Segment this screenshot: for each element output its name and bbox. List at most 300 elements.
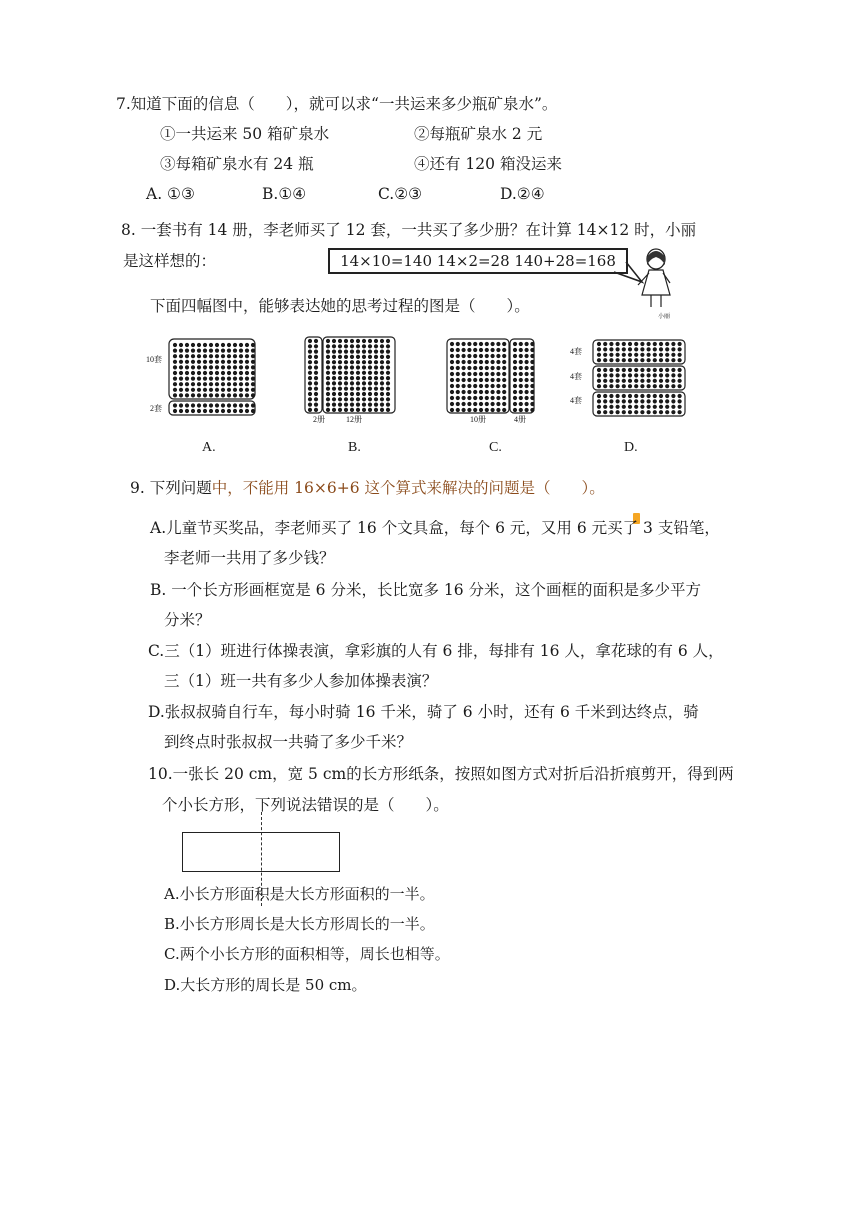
book-dot	[653, 373, 657, 377]
book-dot	[233, 365, 237, 369]
book-dot	[671, 353, 675, 357]
book-dot	[350, 365, 354, 369]
book-dot	[191, 371, 195, 375]
q9-stem-highlight: 中，不能用 16×6+6 这个算式来解决的问题是（ ）。	[211, 479, 605, 497]
book-dot	[362, 403, 366, 407]
book-dot	[356, 365, 360, 369]
book-dot	[479, 354, 483, 358]
book-dot	[185, 382, 189, 386]
book-dot	[227, 382, 231, 386]
book-dot	[197, 388, 201, 392]
book-dot	[233, 371, 237, 375]
book-dot	[628, 379, 632, 383]
book-dot	[386, 355, 390, 359]
book-dot	[179, 371, 183, 375]
book-dot	[380, 376, 384, 380]
book-dot	[368, 387, 372, 391]
book-dot	[450, 408, 454, 412]
book-dot	[502, 360, 506, 364]
book-dot	[173, 343, 177, 347]
book-dot	[519, 390, 523, 394]
book-dot	[203, 393, 207, 397]
book-dot	[634, 410, 638, 414]
book-dot	[356, 371, 360, 375]
book-dot	[671, 405, 675, 409]
q9-option-a-line1: A.儿童节买奖品，李老师买了 16 个文具盒，每个 6 元，又用 6 元买了 3 支铅笔，	[150, 519, 720, 537]
book-dot	[450, 348, 454, 352]
book-dot	[338, 387, 342, 391]
book-dot	[513, 384, 517, 388]
group-outline	[305, 337, 322, 413]
book-dot	[491, 396, 495, 400]
book-dot	[368, 339, 372, 343]
book-dot	[191, 365, 195, 369]
book-dot	[640, 379, 644, 383]
book-dot	[665, 379, 669, 383]
book-dot	[386, 381, 390, 385]
book-dot	[221, 388, 225, 392]
book-dot	[221, 377, 225, 381]
book-dot	[479, 390, 483, 394]
book-dot	[597, 384, 601, 388]
book-dot	[462, 354, 466, 358]
book-dot	[491, 366, 495, 370]
book-dot	[221, 382, 225, 386]
book-dot	[640, 399, 644, 403]
book-dot	[350, 403, 354, 407]
book-dot	[491, 402, 495, 406]
book-dot	[530, 378, 534, 382]
book-dot	[344, 397, 348, 401]
book-dot	[609, 353, 613, 357]
book-dot	[456, 390, 460, 394]
book-dot	[308, 408, 312, 412]
book-dot	[530, 390, 534, 394]
book-dot	[616, 347, 620, 351]
book-dot	[197, 403, 201, 407]
book-dot	[362, 392, 366, 396]
book-dot	[338, 344, 342, 348]
book-dot	[251, 354, 255, 358]
book-dot	[496, 396, 500, 400]
q8-option-c: C.	[489, 440, 502, 455]
speech-bubble: 14×10=140 14×2=28 140+28=168	[328, 248, 628, 274]
book-dot	[197, 343, 201, 347]
book-dot	[314, 392, 318, 396]
book-dot	[374, 381, 378, 385]
book-dot	[616, 342, 620, 346]
book-dot	[473, 354, 477, 358]
book-dot	[185, 343, 189, 347]
book-dot	[502, 366, 506, 370]
book-dot	[456, 366, 460, 370]
book-dot	[616, 410, 620, 414]
book-dot	[628, 405, 632, 409]
book-dot	[227, 371, 231, 375]
book-dot	[597, 342, 601, 346]
book-dot	[653, 358, 657, 362]
book-dot	[344, 371, 348, 375]
book-dot	[326, 360, 330, 364]
book-dot	[215, 360, 219, 364]
book-dot	[344, 387, 348, 391]
book-dot	[603, 399, 607, 403]
book-dot	[308, 360, 312, 364]
book-dot	[338, 403, 342, 407]
book-dot	[251, 371, 255, 375]
book-dot	[215, 354, 219, 358]
book-dot	[227, 354, 231, 358]
book-dot	[308, 381, 312, 385]
book-dot	[344, 392, 348, 396]
book-dot	[350, 397, 354, 401]
book-dot	[185, 388, 189, 392]
book-dot	[622, 410, 626, 414]
q7-option-b: B.①④	[262, 185, 307, 203]
book-dot	[665, 342, 669, 346]
book-dot	[326, 339, 330, 343]
book-dot	[203, 349, 207, 353]
book-dot	[678, 353, 682, 357]
book-dot	[374, 403, 378, 407]
book-dot	[628, 384, 632, 388]
book-dot	[368, 360, 372, 364]
book-dot	[678, 384, 682, 388]
book-dot	[374, 387, 378, 391]
book-dot	[622, 342, 626, 346]
book-dot	[496, 402, 500, 406]
book-dot	[462, 384, 466, 388]
book-dot	[640, 347, 644, 351]
q8-stem-line2: 是这样想的：	[123, 252, 217, 270]
book-dot	[456, 372, 460, 376]
book-dot	[380, 339, 384, 343]
book-dot	[597, 379, 601, 383]
book-dot	[197, 360, 201, 364]
book-dot	[678, 379, 682, 383]
book-dot	[239, 365, 243, 369]
book-dot	[173, 371, 177, 375]
book-dot	[519, 402, 523, 406]
book-dot	[634, 394, 638, 398]
book-dot	[326, 381, 330, 385]
book-dot	[622, 384, 626, 388]
book-dot	[251, 403, 255, 407]
book-dot	[215, 393, 219, 397]
book-dot	[245, 371, 249, 375]
figure-b	[304, 336, 396, 414]
book-dot	[634, 384, 638, 388]
book-dot	[502, 408, 506, 412]
book-dot	[308, 387, 312, 391]
book-dot	[597, 368, 601, 372]
q10-option-b: B.小长方形周长是大长方形周长的一半。	[164, 915, 435, 933]
q8-stem-line1: 8. 一套书有 14 册，李老师买了 12 套，一共买了多少册？在计算 14×12 时，小丽	[121, 221, 697, 239]
book-dot	[380, 365, 384, 369]
book-dot	[462, 408, 466, 412]
book-dot	[473, 348, 477, 352]
book-dot	[380, 397, 384, 401]
book-dot	[603, 373, 607, 377]
book-dot	[185, 349, 189, 353]
book-dot	[179, 382, 183, 386]
book-dot	[215, 377, 219, 381]
book-dot	[640, 394, 644, 398]
book-dot	[597, 358, 601, 362]
book-dot	[473, 402, 477, 406]
book-dot	[173, 354, 177, 358]
book-dot	[525, 354, 529, 358]
book-dot	[530, 396, 534, 400]
book-dot	[628, 358, 632, 362]
book-dot	[671, 379, 675, 383]
book-dot	[362, 381, 366, 385]
book-dot	[628, 410, 632, 414]
book-dot	[173, 388, 177, 392]
book-dot	[179, 403, 183, 407]
book-dot	[338, 360, 342, 364]
book-dot	[308, 376, 312, 380]
book-dot	[197, 371, 201, 375]
book-dot	[665, 358, 669, 362]
book-dot	[350, 408, 354, 412]
book-dot	[653, 347, 657, 351]
book-dot	[530, 408, 534, 412]
book-dot	[368, 408, 372, 412]
book-dot	[491, 408, 495, 412]
book-dot	[647, 399, 651, 403]
book-dot	[251, 388, 255, 392]
book-dot	[485, 360, 489, 364]
book-dot	[647, 405, 651, 409]
book-dot	[671, 399, 675, 403]
book-dot	[609, 342, 613, 346]
book-dot	[251, 343, 255, 347]
book-dot	[678, 405, 682, 409]
book-dot	[245, 409, 249, 413]
book-dot	[462, 390, 466, 394]
book-dot	[467, 366, 471, 370]
book-dot	[215, 409, 219, 413]
book-dot	[173, 403, 177, 407]
book-dot	[519, 378, 523, 382]
book-dot	[233, 388, 237, 392]
book-dot	[227, 409, 231, 413]
book-dot	[622, 368, 626, 372]
book-dot	[338, 355, 342, 359]
book-dot	[350, 381, 354, 385]
book-dot	[485, 354, 489, 358]
book-dot	[380, 371, 384, 375]
book-dot	[485, 396, 489, 400]
book-dot	[479, 348, 483, 352]
book-dot	[496, 378, 500, 382]
book-dot	[603, 394, 607, 398]
q8-stem-line3: 下面四幅图中，能够表达她的思考过程的图是（ ）。	[150, 297, 530, 315]
book-dot	[344, 350, 348, 354]
book-dot	[502, 342, 506, 346]
book-dot	[386, 365, 390, 369]
book-dot	[332, 371, 336, 375]
book-dot	[671, 384, 675, 388]
book-dot	[344, 381, 348, 385]
book-dot	[671, 373, 675, 377]
figure-d-label-2: 4套	[570, 372, 582, 381]
book-dot	[344, 376, 348, 380]
book-dot	[496, 354, 500, 358]
book-dot	[173, 393, 177, 397]
book-dot	[227, 360, 231, 364]
book-dot	[450, 384, 454, 388]
book-dot	[456, 408, 460, 412]
book-dot	[485, 342, 489, 346]
book-dot	[203, 354, 207, 358]
book-dot	[628, 373, 632, 377]
book-dot	[525, 396, 529, 400]
book-dot	[678, 399, 682, 403]
book-dot	[374, 365, 378, 369]
book-dot	[665, 410, 669, 414]
book-dot	[308, 344, 312, 348]
book-dot	[374, 344, 378, 348]
book-dot	[209, 360, 213, 364]
book-dot	[203, 409, 207, 413]
book-dot	[640, 384, 644, 388]
book-dot	[653, 399, 657, 403]
book-dot	[502, 384, 506, 388]
book-dot	[344, 408, 348, 412]
book-dot	[239, 354, 243, 358]
book-dot	[491, 384, 495, 388]
book-dot	[659, 399, 663, 403]
book-dot	[326, 376, 330, 380]
book-dot	[525, 342, 529, 346]
book-dot	[362, 387, 366, 391]
book-dot	[603, 347, 607, 351]
book-dot	[496, 390, 500, 394]
book-dot	[374, 360, 378, 364]
book-dot	[616, 399, 620, 403]
book-dot	[227, 377, 231, 381]
book-dot	[513, 366, 517, 370]
book-dot	[314, 365, 318, 369]
book-dot	[467, 348, 471, 352]
book-dot	[456, 402, 460, 406]
book-dot	[239, 393, 243, 397]
q8-option-b: B.	[348, 440, 361, 455]
book-dot	[473, 408, 477, 412]
book-dot	[659, 353, 663, 357]
book-dot	[185, 365, 189, 369]
book-dot	[603, 353, 607, 357]
book-dot	[215, 349, 219, 353]
book-dot	[326, 344, 330, 348]
book-dot	[462, 402, 466, 406]
book-dot	[622, 353, 626, 357]
book-dot	[616, 373, 620, 377]
book-dot	[597, 373, 601, 377]
book-dot	[450, 354, 454, 358]
book-dot	[245, 343, 249, 347]
book-dot	[356, 397, 360, 401]
book-dot	[628, 342, 632, 346]
book-dot	[491, 342, 495, 346]
book-dot	[362, 408, 366, 412]
book-dot	[326, 365, 330, 369]
book-dot	[634, 399, 638, 403]
book-dot	[209, 382, 213, 386]
book-dot	[502, 396, 506, 400]
book-dot	[380, 344, 384, 348]
book-dot	[386, 350, 390, 354]
book-dot	[485, 384, 489, 388]
book-dot	[332, 397, 336, 401]
book-dot	[197, 365, 201, 369]
book-dot	[671, 368, 675, 372]
book-dot	[640, 358, 644, 362]
book-dot	[502, 378, 506, 382]
book-dot	[479, 360, 483, 364]
book-dot	[485, 402, 489, 406]
book-dot	[362, 371, 366, 375]
book-dot	[450, 342, 454, 346]
book-dot	[338, 365, 342, 369]
book-dot	[659, 347, 663, 351]
book-dot	[350, 392, 354, 396]
figure-c	[446, 338, 536, 414]
book-dot	[634, 358, 638, 362]
book-dot	[603, 368, 607, 372]
book-dot	[173, 349, 177, 353]
book-dot	[678, 373, 682, 377]
book-dot	[519, 360, 523, 364]
book-dot	[191, 349, 195, 353]
book-dot	[525, 360, 529, 364]
book-dot	[603, 342, 607, 346]
book-dot	[622, 399, 626, 403]
book-dot	[634, 342, 638, 346]
book-dot	[179, 360, 183, 364]
book-dot	[356, 408, 360, 412]
book-dot	[609, 405, 613, 409]
book-dot	[485, 366, 489, 370]
book-dot	[308, 339, 312, 343]
book-dot	[491, 354, 495, 358]
book-dot	[362, 339, 366, 343]
book-dot	[221, 409, 225, 413]
book-dot	[233, 360, 237, 364]
book-dot	[380, 350, 384, 354]
book-dot	[356, 376, 360, 380]
book-dot	[374, 397, 378, 401]
book-dot	[245, 403, 249, 407]
book-dot	[368, 381, 372, 385]
book-dot	[209, 349, 213, 353]
book-dot	[344, 365, 348, 369]
book-dot	[368, 365, 372, 369]
book-dot	[356, 344, 360, 348]
book-dot	[467, 354, 471, 358]
book-dot	[386, 360, 390, 364]
book-dot	[374, 392, 378, 396]
book-dot	[209, 371, 213, 375]
book-dot	[616, 358, 620, 362]
book-dot	[314, 360, 318, 364]
book-dot	[609, 379, 613, 383]
book-dot	[221, 349, 225, 353]
book-dot	[251, 382, 255, 386]
q10-option-a: A.小长方形面积是大长方形面积的一半。	[164, 885, 435, 903]
